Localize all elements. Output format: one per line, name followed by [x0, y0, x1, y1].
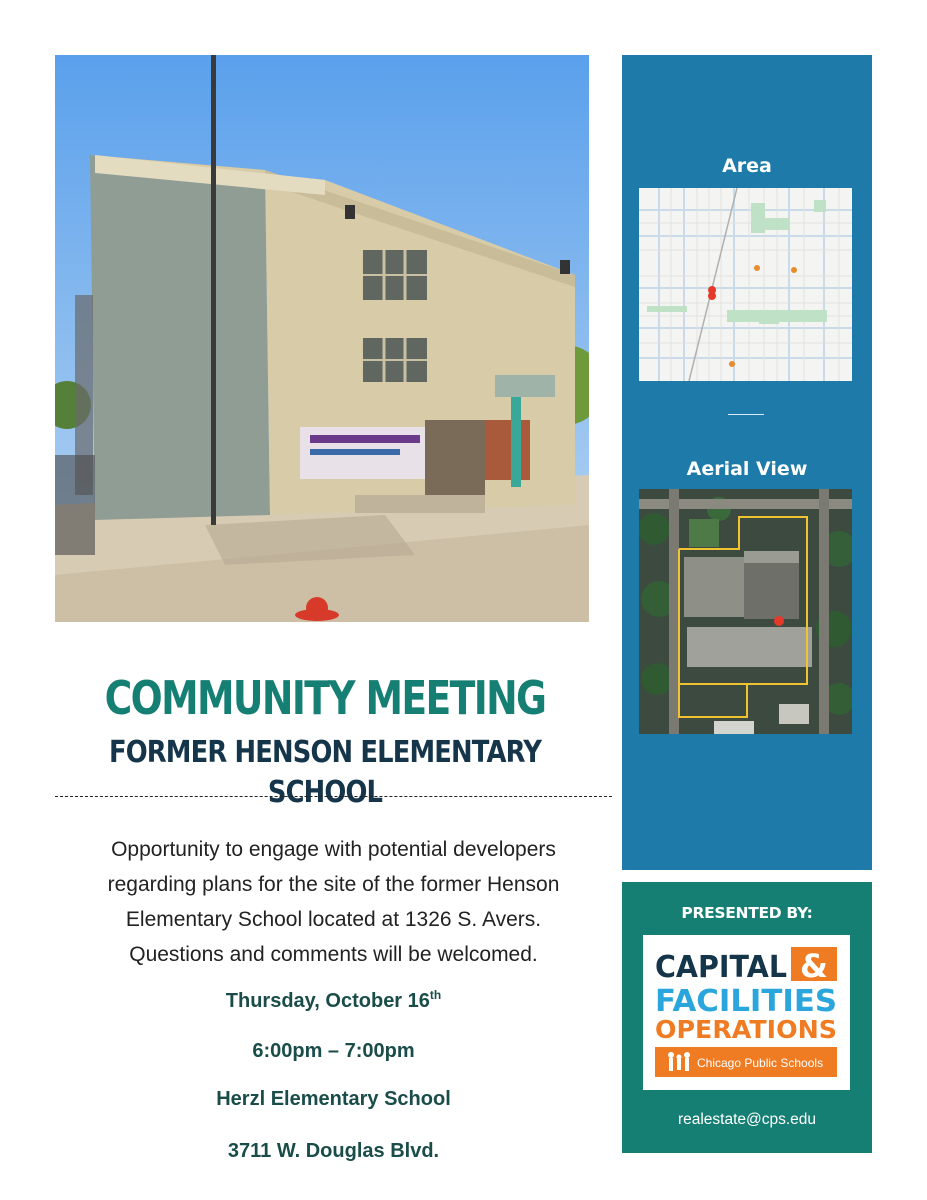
description-line: Elementary School located at 1326 S. Avers.	[125, 908, 542, 931]
logo-line-facilities: FACILITIES	[655, 984, 837, 1019]
logo-line-capital: CAPITAL	[655, 950, 787, 985]
building-photo	[55, 55, 589, 622]
event-date	[55, 988, 612, 1013]
logo-subtitle: Chicago Public Schools	[697, 1056, 824, 1070]
logo-ampersand: &	[800, 947, 828, 985]
aerial-view-title: Aerial View	[686, 458, 808, 480]
headline: COMMUNITY MEETING	[104, 671, 546, 725]
area-title: Area	[722, 155, 772, 177]
description-line: regarding plans for the site of the former Henson	[107, 873, 560, 896]
contact-email[interactable]: realestate@cps.edu	[677, 1111, 817, 1128]
aerial-map	[639, 489, 852, 734]
family-icon	[668, 1052, 690, 1071]
dashed-divider	[55, 796, 612, 797]
description	[55, 832, 612, 972]
description-line: Opportunity to engage with potential developers	[111, 838, 556, 861]
event-date-suffix: th	[429, 988, 442, 1002]
panel-separator	[728, 414, 764, 415]
event-address: 3711 W. Douglas Blvd.	[227, 1140, 440, 1162]
description-line: Questions and comments will be welcomed.	[129, 943, 538, 966]
logo-line-operations: OPERATIONS	[655, 1015, 837, 1044]
event-venue: Herzl Elementary School	[216, 1088, 451, 1110]
subheadline: FORMER HENSON ELEMENTARY SCHOOL	[108, 735, 542, 810]
event-date-text: Thursday, October 16	[225, 990, 430, 1012]
presented-by-label: PRESENTED BY:	[681, 904, 813, 922]
area-map	[639, 188, 852, 381]
event-time: 6:00pm – 7:00pm	[252, 1040, 415, 1062]
cfo-logo	[643, 935, 850, 1090]
